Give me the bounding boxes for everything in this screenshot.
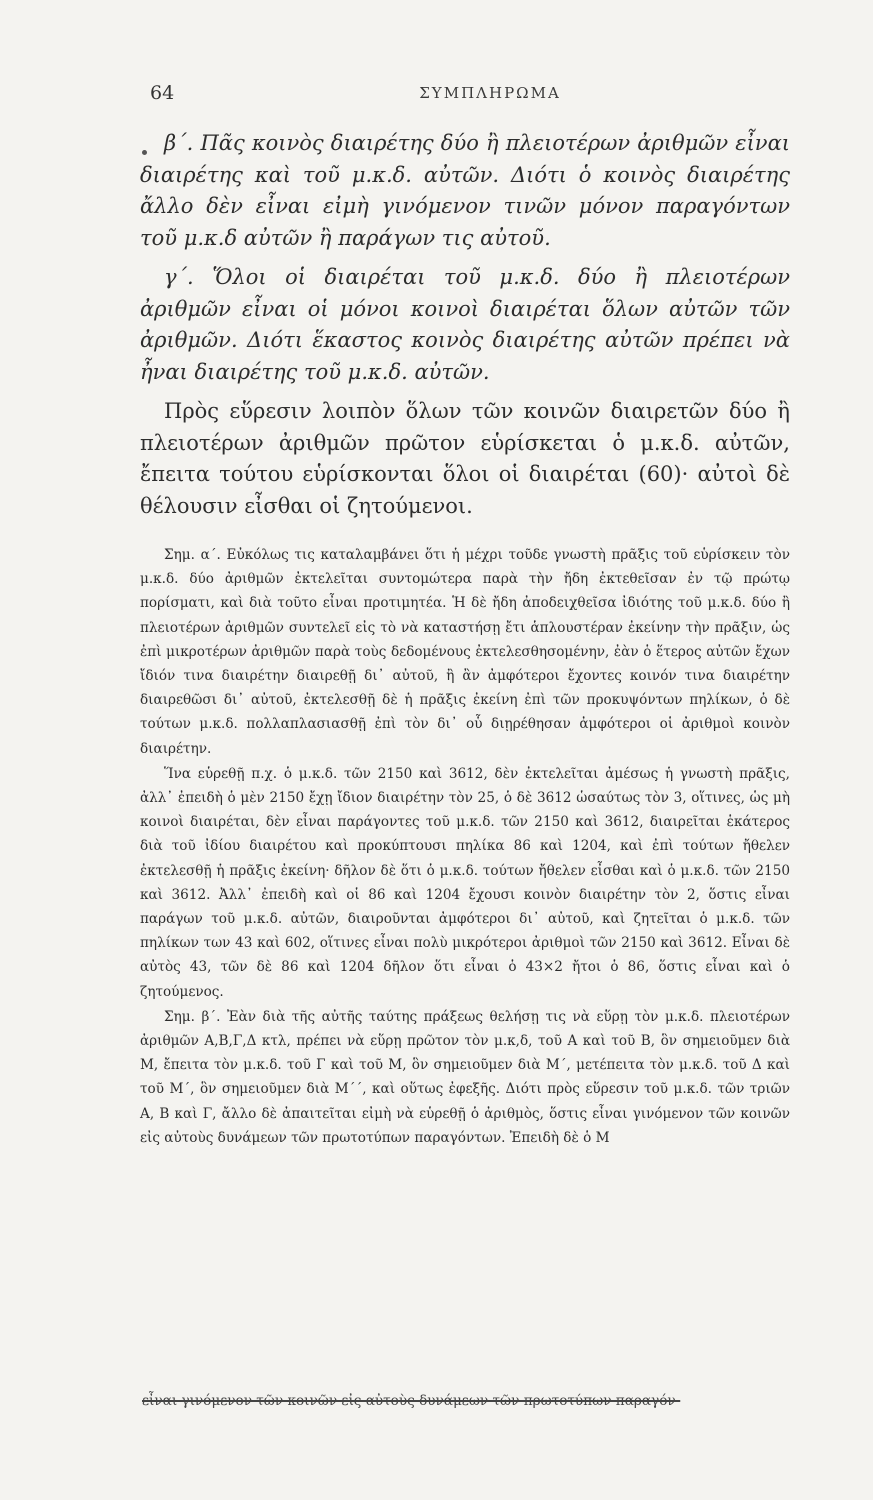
paragraph-property-beta: β΄. Πᾶς κοινὸς διαιρέτης δύο ἢ πλειοτέρων ἀριθμῶν εἶναι διαιρέτης καὶ τοῦ μ.κ.δ. αὐτῶν. Διότι ὁ κοινὸς διαιρέτης ἄλλο δὲν εἶναι εἰμὴ γινόμενον τινῶν μόνον παραγόντων τοῦ μ.κ.δ αὐτῶν ἢ παράγων τις αὐτοῦ. [140, 131, 790, 250]
notes-section [140, 543, 790, 1151]
paragraph-property-gamma: γ΄. Ὅλοι οἱ διαιρέται τοῦ μ.κ.δ. δύο ἢ πλειοτέρων ἀριθμῶν εἶναι οἱ μόνοι κοινοὶ διαιρέται ὅλων αὐτῶν τῶν ἀριθμῶν. Διότι ἕκαστος κοινὸς διαιρέτης αὐτῶν πρέπει νὰ ἦναι διαιρέτης τοῦ μ.κ.δ. αὐτῶν. [140, 265, 790, 384]
running-title: ΣΥΜΠΛΗΡΩΜΑ [419, 84, 561, 102]
note-example: Ἵνα εὑρεθῇ π.χ. ὁ μ.κ.δ. τῶν 2150 καὶ 3612, δὲν ἐκτελεῖται ἀμέσως ἡ γνωστὴ πρᾶξις, ἀλλ᾽ ἐπειδὴ ὁ μὲν 2150 ἔχῃ ἴδιον διαιρέτην τὸν 25, ὁ δὲ 3612 ὡσαύτως τὸν 3, οἵτινες, ὡς μὴ κοινοὶ διαιρέται, δὲν εἶναι παράγοντες τοῦ μ.κ.δ. τῶν 2150 καὶ 3612, διαιρεῖται ἑκάτερος διὰ τοῦ ἰδίου διαιρέτου καὶ προκύπτουσι πηλίκα 86 καὶ 1204, καὶ ἐπὶ τούτων ἤθελεν ἐκτελεσθῇ ἡ πρᾶξις ἐκείνη· δῆλον δὲ ὅτι ὁ μ.κ.δ. τούτων ἤθελεν εἶσθαι καὶ ὁ μ.κ.δ. τῶν 2150 καὶ 3612. Ἀλλ᾽ ἐπειδὴ καὶ οἱ 86 καὶ 1204 ἔχουσι κοινὸν διαιρέτην τὸν 2, ὅστις εἶναι παράγων τοῦ μ.κ.δ. αὐτῶν, διαιροῦνται ἀμφότεροι δι᾽ αὐτοῦ, καὶ ζητεῖται ὁ μ.κ.δ. τῶν πηλίκων των 43 καὶ 602, οἵτινες εἶναι πολὺ μικρότεροι ἀριθμοὶ τῶν 2150 καὶ 3612. Εἶναι δὲ αὐτὸς 43, τῶν δὲ 86 καὶ 1204 δῆλον ὅτι εἶναι ὁ 43×2 ἤτοι ὁ 86, ὅστις εἶναι καὶ ὁ ζητούμενος. [140, 765, 790, 1000]
paragraph-method: Πρὸς εὕρεσιν λοιπὸν ὅλων τῶν κοινῶν διαιρετῶν δύο ἢ πλειοτέρων ἀριθμῶν πρῶτον εὑρίσκεται ὁ μ.κ.δ. αὐτῶν, ἔπειτα τούτου εὑρίσκονται ὅλοι οἱ διαιρέται (60)· αὐτοὶ δὲ θέλουσιν εἶσθαι οἱ ζητούμενοι. [140, 399, 790, 518]
page-header [150, 82, 830, 112]
note-beta: Σημ. β΄. Ἐὰν διὰ τῆς αὐτῆς ταύτης πράξεως θελήσῃ τις νὰ εὕρῃ τὸν μ.κ.δ. πλειοτέρων ἀριθμῶν Α,Β,Γ,Δ κτλ, πρέπει νὰ εὕρῃ πρῶτον τὸν μ.κ,δ, τοῦ Α καὶ τοῦ Β, ὃν σημειοῦμεν διὰ Μ, ἔπειτα τὸν μ.κ.δ. τοῦ Γ καὶ τοῦ Μ, ὃν σημειοῦμεν διὰ Μ΄, μετέπειτα τὸν μ.κ.δ. τοῦ Δ καὶ τοῦ Μ΄, ὃν σημειοῦμεν διὰ Μ΄΄, καὶ οὕτως ἐφεξῆς. Διότι πρὸς εὕρεσιν τοῦ μ.κ.δ. τῶν τριῶν Α, Β καὶ Γ, ἄλλο δὲ ἀπαιτεῖται εἰμὴ νὰ εὑρεθῇ ὁ ἀριθμὸς, ὅστις εἶναι γινόμενον τῶν κοινῶν εἰς αὐτοὺς δυνάμεων τῶν πρωτοτύπων παραγόντων. Ἐπειδὴ δὲ ὁ Μ [140, 1008, 790, 1146]
main-text [140, 128, 790, 522]
struck-through-line: εἶναι γινόμενον τῶν κοινῶν εἰς αὐτοὺς δυνάμεων τῶν πρωτοτύπων παραγόν- [142, 1393, 681, 1409]
note-alpha: Σημ. α΄. Εὐκόλως τις καταλαμβάνει ὅτι ἡ μέχρι τοῦδε γνωστὴ πρᾶξις τοῦ εὑρίσκειν τὸν μ.κ.δ. δύο ἀριθμῶν ἐκτελεῖται συντομώτερα παρὰ τὴν ἤδη ἐκτεθεῖσαν ἐν τῷ πρώτῳ πορίσματι, καὶ διὰ τοῦτο εἶναι προτιμητέα. Ἡ δὲ ἤδη ἀποδειχθεῖσα ἰδιότης τοῦ μ.κ.δ. δύο ἢ πλειοτέρων ἀριθμῶν συντελεῖ εἰς τὸ νὰ καταστήσῃ ἔτι ἁπλουστέραν ἐκείνην τὴν πρᾶξιν, ὡς ἐπὶ μικροτέρων ἀριθμῶν παρὰ τοὺς δεδομένους ἐκτελεσθησομένην, ἐὰν ὁ ἕτερος αὐτῶν ἔχων ἴδιόν τινα διαιρέτην διαιρεθῇ δι᾽ αὐτοῦ, ἢ ἂν ἀμφότεροι ἔχοντες κοινόν τινα διαιρέτην διαιρεθῶσι δι᾽ αὐτοῦ, ἐκτελεσθῇ δὲ ἡ πρᾶξις ἐκείνη ἐπὶ τῶν προκυψόντων πηλίκων, ὁ δὲ τούτων μ.κ.δ. πολλαπλασιασθῇ ἐπὶ τὸν δι᾽ οὗ διῃρέθησαν ἀμφότεροι οἱ ἀριθμοὶ κοινὸν διαιρέτην. [140, 547, 790, 757]
page-number: 64 [150, 82, 175, 104]
